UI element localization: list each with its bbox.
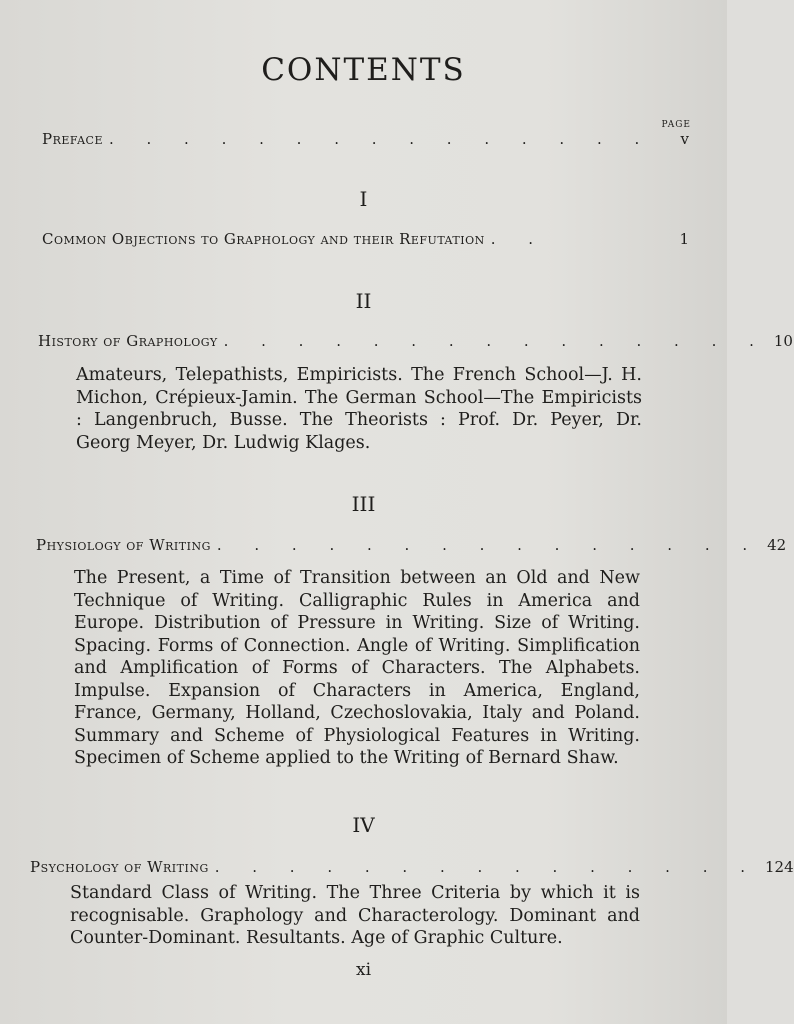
chapter-summary: The Present, a Time of Transition between an Old and New Technique of Writing. Calligraphic Rules in America and Europe. Distribution of Pressure in Writing. Size of Writing. Spacing. Forms of Connection. Angle of Writing. Simplification and Amplification of Forms of Characters. The Alphabets. Impulse. Expansion of Characters in America, England, France, Germany, Holland, Czechoslovakia, Italy and Poland. Summary and Scheme of Physiological Features in Writing. Specimen of Scheme applied to the Writing of Bernard Shaw. (74, 568, 640, 768)
toc-entry (36, 536, 787, 554)
toc-entry-preface (42, 130, 689, 148)
toc-entry-label: Psychology of Writing (30, 858, 209, 876)
toc-entry (38, 332, 793, 350)
chapter-number: III (351, 492, 376, 516)
chapter-summary: Standard Class of Writing. The Three Criteria by which it is recognisable. Graphology and Characterology. Dominant and Counter-Dominant. Resultants. Age of Graphic Culture. (70, 883, 640, 948)
toc-entry-label: History of Graphology (38, 332, 218, 350)
toc-entry-label: Preface (42, 130, 103, 148)
leader-dots: . . . . . . . . . . . . . . . (223, 332, 768, 350)
chapter-number: I (359, 187, 368, 211)
leader-dots: . . . . . . . . . . . . . . . (214, 858, 760, 876)
page-title: CONTENTS (261, 52, 466, 88)
toc-entry (30, 858, 794, 876)
chapter-number: II (355, 289, 372, 313)
toc-entry-label: Common Objections to Graphology and their Refutation (42, 230, 485, 248)
toc-entry-page: 124 (765, 858, 794, 876)
leader-dots: . . (490, 230, 548, 248)
leader-dots: . . . . . . . . . . . . . . . (216, 536, 762, 554)
page-column-header: PAGE (661, 120, 691, 130)
page-folio: xi (355, 960, 372, 980)
chapter-number: IV (352, 813, 375, 837)
toc-entry-page: 1 (679, 230, 689, 248)
toc-entry-page: 42 (767, 536, 787, 554)
leader-dots: . . . . . . . . . . . . . . . (108, 130, 654, 148)
toc-entry-label: Physiology of Writing (36, 536, 211, 554)
toc-entry-page: v (680, 130, 689, 148)
toc-entry-page: 10 (773, 332, 793, 350)
toc-entry (42, 230, 689, 248)
chapter-summary: Amateurs, Telepathists, Empiricists. The French School—J. H. Michon, Crépieux-Jamin. The German School—The Empiricists : Langenbruch, Busse. The Theorists : Prof. Dr. Peyer, Dr. Georg Meyer, Dr. Ludwig Klages. (76, 365, 642, 453)
